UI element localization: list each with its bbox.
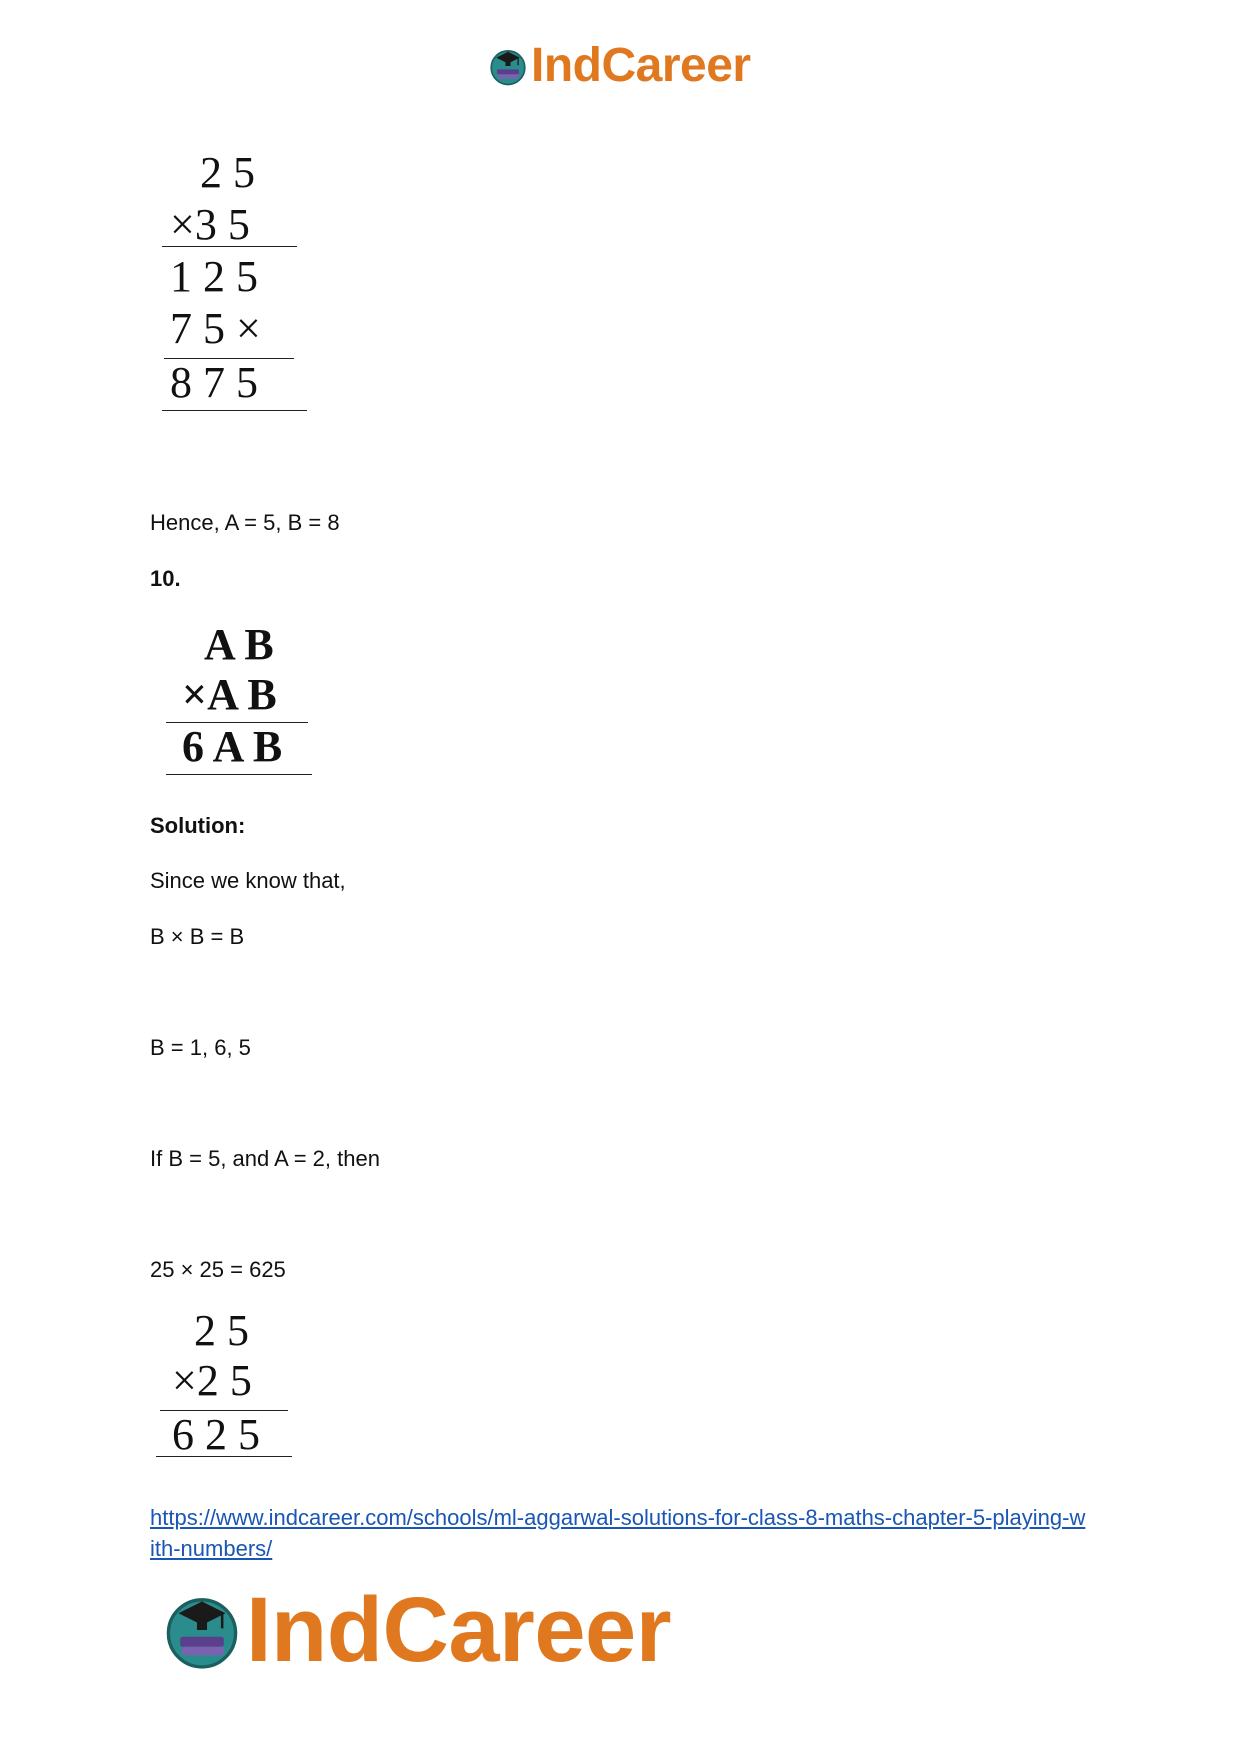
math-row: A B [204,620,274,669]
math-row: 8 7 5 [170,358,258,407]
question-number: 10. [150,566,181,591]
solution-heading: Solution: [150,813,246,838]
source-link[interactable]: https://www.indcareer.com/schools/ml-aggarwal-solutions-for-class-8-maths-chapter-5-playing-with-numbers/ [150,1505,1086,1561]
logo-text: IndCareer [246,1579,671,1681]
since-text: Since we know that, [150,868,346,893]
graduation-book-globe-icon [487,45,529,87]
condition-text: If B = 5, and A = 2, then [150,1146,380,1171]
math-row: 6 2 5 [172,1410,260,1459]
footer-logo [160,1579,671,1681]
multiplication-25x25 [150,1308,310,1468]
rule [162,246,297,247]
rule [162,410,307,411]
multiplication-ab-x-ab [150,622,320,782]
multiplication-25x35 [150,150,320,420]
math-row: ×2 5 [172,1356,252,1405]
header-logo [487,40,751,92]
math-row: 1 2 5 [170,252,258,301]
math-row: ×3 5 [170,200,250,249]
math-row: 6 A B [182,722,283,771]
math-row: ×A B [182,670,277,719]
math-row: 2 5 [194,1306,249,1355]
bxb-text: B × B = B [150,924,245,949]
hence-text: Hence, A = 5, B = 8 [150,510,340,535]
math-row: 7 5 × [170,304,261,353]
math-row: 2 5 [200,148,255,197]
graduation-book-globe-icon [160,1588,244,1672]
rule [156,1456,292,1457]
rule [166,774,312,775]
bvalues-text: B = 1, 6, 5 [150,1035,251,1060]
logo-text: IndCareer [531,39,751,92]
equation-text: 25 × 25 = 625 [150,1257,286,1282]
